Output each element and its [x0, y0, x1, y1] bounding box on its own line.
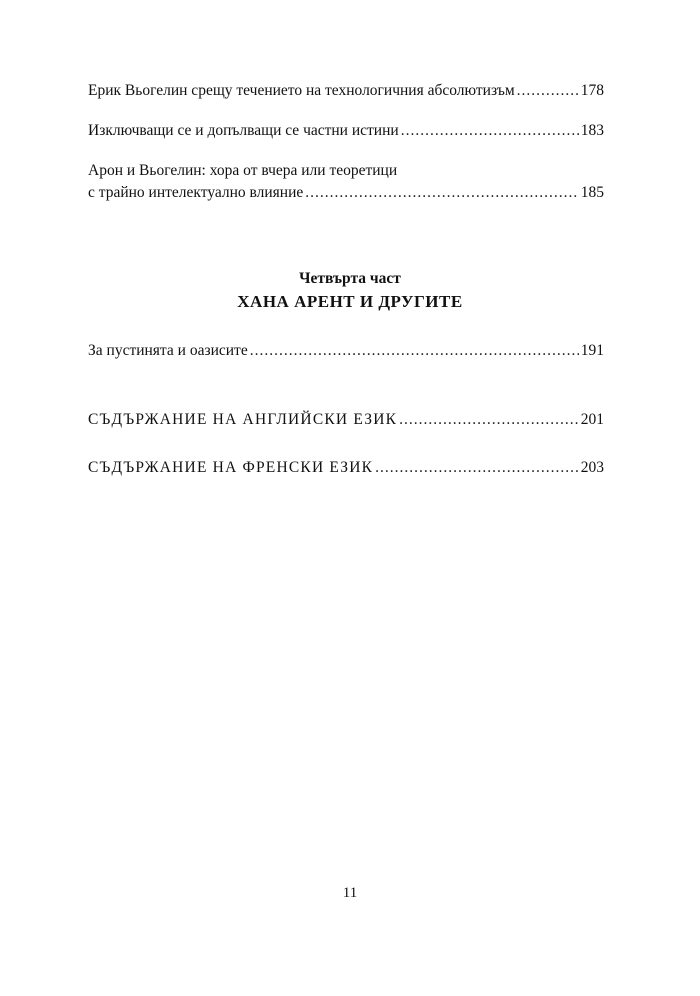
toc-entry-page: 183	[580, 122, 604, 139]
toc-line	[88, 120, 604, 142]
toc-leader-dots	[250, 340, 579, 362]
toc-leader-dots	[399, 409, 579, 431]
toc-entry-title: Изключващи се и допълващи се частни истини	[88, 122, 399, 139]
toc-entry-page: 178	[580, 82, 604, 99]
toc-line	[88, 182, 604, 204]
toc-line	[88, 457, 604, 479]
toc-entry-title-line2: с трайно интелектуално влияние	[88, 184, 304, 201]
toc-entry-title: Ерик Вьогелин срещу течението на технологичния абсолютизъм	[88, 82, 515, 99]
toc-entry-title-line1: Арон и Вьогелин: хора от вчера или теоретици	[88, 162, 398, 179]
toc-line	[88, 409, 604, 431]
toc-entry-page: 203	[580, 459, 604, 476]
toc-leader-dots	[305, 182, 578, 204]
toc-entry-title: СЪДЪРЖАНИЕ НА АНГЛИЙСКИ ЕЗИК	[88, 411, 398, 428]
toc-entry-page: 191	[580, 342, 604, 359]
toc-line	[88, 340, 604, 362]
toc-entry	[88, 340, 604, 362]
toc-entry-page: 185	[580, 184, 604, 201]
toc-leader-dots	[375, 457, 579, 479]
part-title: ХАНА АРЕНТ И ДРУГИТЕ	[237, 292, 463, 311]
toc-entry	[88, 120, 604, 142]
toc-entry-title: За пустинята и оазисите	[88, 342, 248, 359]
toc-entry-title: СЪДЪРЖАНИЕ НА ФРЕНСКИ ЕЗИК	[88, 459, 374, 476]
toc-leader-dots	[517, 80, 579, 102]
page-number: 11	[342, 885, 358, 901]
toc-entry	[88, 409, 604, 431]
toc-entry-page: 201	[580, 411, 604, 428]
toc-leader-dots	[401, 120, 579, 142]
toc-line	[88, 80, 604, 102]
toc-entry	[88, 160, 604, 204]
part-label: Четвърта част	[299, 270, 401, 287]
toc-entry	[88, 80, 604, 102]
toc-entry	[88, 457, 604, 479]
